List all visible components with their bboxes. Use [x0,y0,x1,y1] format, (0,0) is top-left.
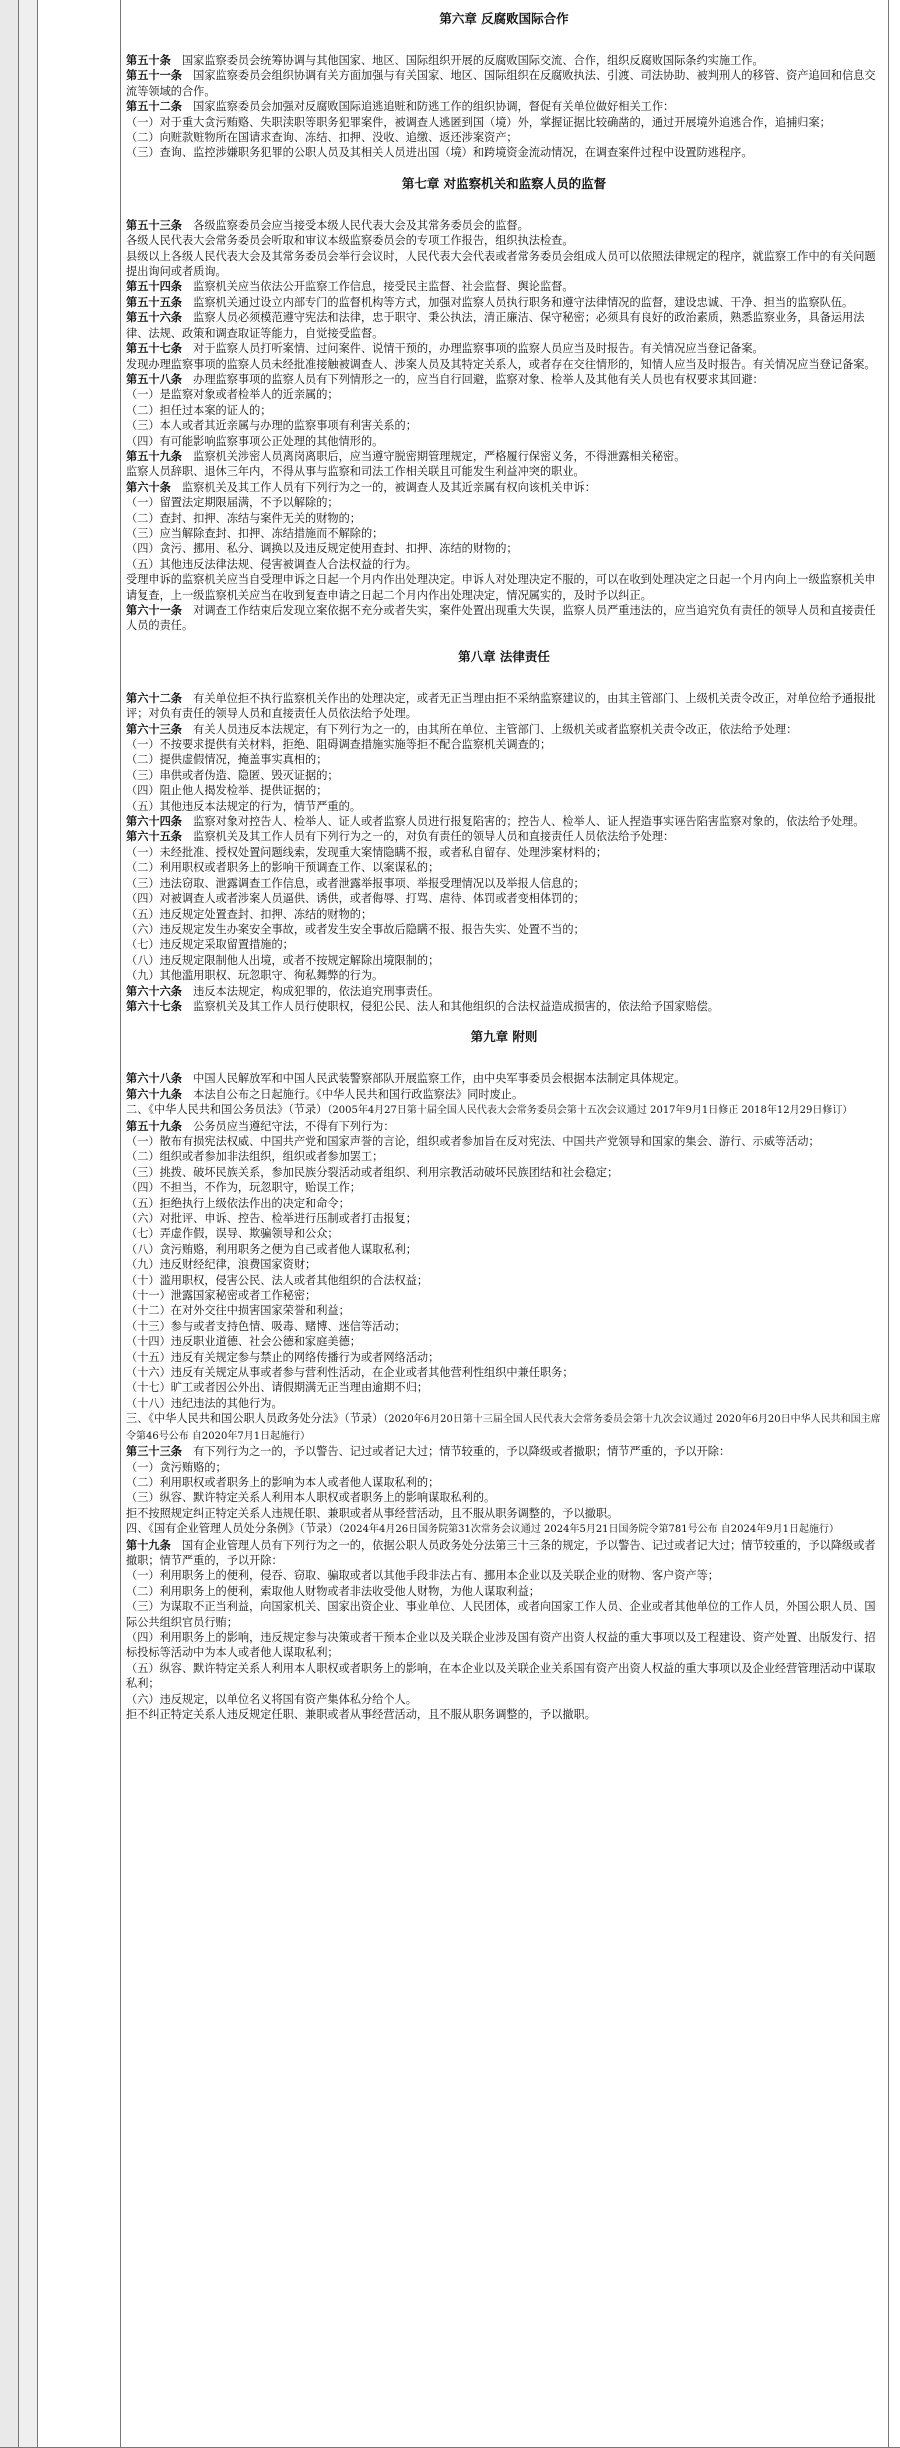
article-number: 第六十六条 [126,984,182,998]
article-number: 第六十三条 [126,722,182,736]
chapter-title: 第六章 反腐败国际合作 [439,11,569,26]
article-text: 有下列行为之一的，予以警告、记过或者记大过；情节较重的，予以降级或者撤职；情节严重的，予以开除： [181,1445,731,1459]
article-paragraph [126,295,882,310]
article-text: 对于监察人员打听案情、过问案件、说情干预的，办理监察事项的监察人员应当及时报告。有关情况应当登记备案。 [181,342,764,356]
chapter-title: 第九章 附则 [470,1029,538,1045]
article-text: （十五）违反有关规定参与禁止的网络传播行为或者网络活动； [126,1350,440,1364]
article-text: （四）对被调查人或者涉案人员逼供、诱供，或者侮辱、打骂、虐待、体罚或者变相体罚的； [126,892,585,906]
article-text: （十三）参与或者支持色情、吸毒、赌博、迷信等活动； [126,1319,406,1333]
article-text: （十）滥用职权，侵害公民、法人或者其他组织的合法权益； [126,1273,429,1287]
article-text: （四）利用职务上的影响，违反规定参与决策或者干预本企业以及关联企业涉及国有资产出资人权益的重大事项以及工程建设、资产处置、出版发行、招标投标等活动中为本人或者他人谋取私利； [126,1630,876,1660]
clause-paragraph [126,1288,882,1303]
article-text: （十二）在对外交往中损害国家荣誉和利益； [126,1304,350,1318]
clause-paragraph [126,1319,882,1334]
article-text: （六）对批评、申诉、控告、检举进行压制或者打击报复； [126,1212,417,1225]
article-paragraph [126,341,882,356]
chapter-9-body [126,1071,882,1102]
sanctions-law-body [126,1444,882,1521]
clause-paragraph [126,1599,882,1630]
article-paragraph [126,1087,882,1102]
clause-paragraph [126,1490,882,1505]
article-text: 县级以上各级人民代表大会及其常务委员会举行会议时，人民代表大会代表或者常务委员会组成人员可以依照法律规定的程序，就监察工作中的有关问题提出询问或者质询。 [126,249,876,279]
article-text: 拒不按照规定纠正特定关系人违规任职、兼职或者从事经营活动，且不服从职务调整的，予以撤职。 [126,1506,619,1520]
clause-paragraph [126,1165,882,1180]
article-text: 监察机关通过设立内部专门的监督机构等方式，加强对监察人员执行职务和遵守法律情况的监督，建设忠诚、干净、担当的监察队伍。 [181,295,854,309]
article-number: 第五十条 [126,54,171,67]
article-text: 违反本法规定，构成犯罪的，依法追究刑事责任。 [181,984,440,998]
article-number: 第十九条 [126,1538,171,1552]
clause-paragraph [126,1460,882,1475]
table-column-1 [0,0,19,2448]
article-text: 各级监察委员会应当接受本级人民代表大会及其常务委员会的监督。 [181,218,529,232]
article-text: 本法自公布之日起施行。《中华人民共和国行政监察法》同时废止。 [181,1087,524,1101]
article-paragraph [126,68,882,99]
clause-paragraph [126,1303,882,1318]
clause-paragraph [126,1630,882,1661]
article-text: （九）违反财经纪律，浪费国家资财； [126,1258,317,1272]
article-text: （五）违反规定处置查封、扣押、冻结的财物的； [126,907,373,921]
article-text: （十七）旷工或者因公外出、请假期满无正当理由逾期不归； [126,1381,429,1395]
article-paragraph [126,53,882,68]
clause-paragraph [126,1134,882,1149]
chapter-7-body [126,218,882,634]
article-number: 第六十七条 [126,999,182,1013]
clause-paragraph [126,403,882,418]
article-number: 第六十四条 [126,815,182,829]
chapter-6-body [126,53,882,161]
article-text: （一）未经批准、授权处置问题线索，发现重大案情隐瞒不报，或者私自留存、处理涉案材料的； [126,845,608,859]
article-text: 有关人员违反本法规定，有下列行为之一的，由其所在单位、主管部门、上级机关或者监察机关责令改正，依法给予处理： [181,722,798,736]
article-paragraph [126,1538,882,1569]
clause-paragraph [126,1568,882,1583]
article-number: 第五十九条 [126,449,182,463]
article-text: （二）担任过本案的证人的； [126,403,272,417]
article-paragraph [126,722,882,737]
article-text: 国家监察委员会统筹协调与其他国家、地区、国际组织开展的反腐败国际交流、合作，组织反腐败国际条约实施工作。 [170,54,764,67]
clause-paragraph [126,783,882,798]
article-text: 监察人员必须模范遵守宪法和法律，忠于职守、秉公执法，清正廉洁、保守秘密；必须具有良好的政治素质，熟悉监察业务，具备运用法律、法规、政策和调查取证等能力，自觉接受监督。 [126,311,865,340]
clause-paragraph [126,752,882,767]
article-text: （六）违反规定发生办案安全事故，或者发生安全事故后隐瞒不报、报告失实、处置不当的； [126,922,585,936]
law-heading: 二、《中华人民共和国公务员法》（节录）（2005年4月27日第十届全国人民代表大会常务委员会第十五次会议通过 2017年9月1日修正 2018年12月29日修订） [126,1103,853,1117]
article-text: （四）有可能影响监察事项公正处理的其他情形的。 [126,434,384,448]
clause-paragraph [126,1257,882,1272]
article-text: 监察机关及其工作人员有下列行为之一的，被调查人及其近亲属有权向该机关申诉： [170,480,596,494]
article-text: （八）违反规定限制他人出境，或者不按规定解除出境限制的； [126,953,440,967]
article-paragraph [126,310,882,341]
table-column-2 [19,0,38,2448]
article-text: （五）其他违反法律法规、侵害被调查人合法权益的行为。 [126,557,417,571]
clause-paragraph [126,1242,882,1257]
article-number: 第五十五条 [126,295,182,309]
clause-paragraph [126,922,882,937]
article-text: （五）纵容、默许特定关系人利用本人职权或者职务上的影响，在本企业以及关联企业关系国有资产出资人权益的重大事项以及企业经营管理活动中谋取私利； [126,1661,876,1691]
article-text: 监察对象对控告人、检举人、证人或者监察人员进行报复陷害的；控告人、检举人、证人捏造事实诬告陷害监察对象的，依法给予处理。 [181,815,865,829]
clause-paragraph [126,1475,882,1490]
article-text: （二）利用职权或者职务上的影响为本人或者他人谋取私利的； [126,1475,440,1489]
table-column-3 [38,0,121,2448]
clause-paragraph [126,1692,882,1707]
article-text: （七）弄虚作假，误导、欺骗领导和公众； [126,1227,339,1241]
clause-paragraph [126,907,882,922]
article-number: 第六十九条 [126,1087,182,1101]
table-column-right [888,0,900,2448]
clause-paragraph [126,233,882,248]
article-text: （九）其他滥用职权、玩忽职守、徇私舞弊的行为。 [126,969,384,983]
article-text: （二）利用职权或者职务上的影响干预调查工作、以案谋私的； [126,861,440,875]
article-text: 发现办理监察事项的监察人员未经批准接触被调查人、涉案人员及其特定关系人，或者存在交往情形的，知情人应当及时报告。有关情况应当登记备案。 [126,357,876,371]
clause-paragraph [126,1365,882,1380]
clause-paragraph [126,557,882,572]
article-number: 第三十三条 [126,1445,182,1459]
article-number: 第六十五条 [126,830,182,844]
article-paragraph [126,480,882,495]
clause-paragraph [126,968,882,983]
article-text: （二）提供虚假情况，掩盖事实真相的； [126,753,328,767]
clause-paragraph [126,572,882,603]
clause-paragraph [126,1506,882,1521]
clause-paragraph [126,526,882,541]
clause-paragraph [126,495,882,510]
article-text: （三）本人或者其近亲属与办理的监察事项有利害关系的； [126,419,417,433]
article-text: 国家监察委员会组织协调有关方面加强与有关国家、地区、国际组织在反腐败执法、引渡、司法协助、被判刑人的移管、资产追回和信息交流等领域的合作。 [126,69,876,98]
article-text: （二）向赃款赃物所在国请求查询、冻结、扣押、没收、追缴、返还涉案资产； [126,131,518,145]
clause-paragraph [126,937,882,952]
clause-paragraph [126,737,882,752]
article-number: 第六十一条 [126,604,182,617]
article-paragraph [126,99,882,114]
clause-paragraph [126,1334,882,1349]
article-text: （三）应当解除查封、扣押、冻结措施而不解除的； [126,526,384,540]
clause-paragraph [126,541,882,556]
article-paragraph [126,372,882,387]
article-text: 各级人民代表大会常务委员会听取和审议本级监察委员会的专项工作报告，组织执法检查。 [126,234,574,248]
article-paragraph [126,449,882,464]
article-text: （六）违反规定，以单位名义将国有资产集体私分给个人。 [126,1692,417,1706]
article-paragraph [126,218,882,233]
article-paragraph [126,1444,882,1459]
article-text: 受理申诉的监察机关应当自受理申诉之日起一个月内作出处理决定。申诉人对处理决定不服的，可以在收到处理决定之日起一个月内向上一级监察机关申请复查，上一级监察机关应当在收到复查申请之日起二个月内作出处理决定，情况属实的，及时予以纠正。 [126,573,876,602]
article-text: 国有企业管理人员有下列行为之一的，依据公职人员政务处分法第三十三条的规定，予以警告、记过或者记大过；情节较重的，予以降级或者撤职；情节严重的，予以开除： [126,1538,876,1567]
clause-paragraph [126,953,882,968]
clause-paragraph [126,768,882,783]
clause-paragraph [126,249,882,280]
article-text: （一）对于重大贪污贿赂、失职渎职等职务犯罪案件，被调查人逃匿到国（境）外，掌握证据比较确凿的，通过开展境外追逃合作，追捕归案； [126,115,831,129]
article-text: （四）贪污、挪用、私分、调换以及违反规定使用查封、扣押、冻结的财物的； [126,542,518,556]
article-text: （五）其他违反本法规定的行为，情节严重的。 [126,799,361,813]
article-text: （四）阻止他人揭发检举、提供证据的； [126,784,328,798]
article-paragraph [126,603,882,634]
article-text: （二）查封、扣押、冻结与案件无关的财物的； [126,511,361,525]
article-number: 第五十二条 [126,100,182,114]
article-number: 第六十条 [126,480,171,494]
article-paragraph [126,814,882,829]
chapter-8-body [126,691,882,1015]
clause-paragraph [126,891,882,906]
article-text: （三）挑拨、破坏民族关系，参加民族分裂活动或者组织、利用宗教活动破坏民族团结和社会稳定； [126,1165,619,1179]
document-content [126,6,882,2442]
article-text: （三）违法窃取、泄露调查工作信息，或者泄露举报事项、举报受理情况以及举报人信息的； [126,876,585,890]
law-heading: 三、《中华人民共和国公职人员政务处分法》（节录）（2020年6月20日第十三届全国人民代表大会常务委员会第十九次会议通过 2020年6月20日中华人民共和国主席令第46号公布 自2020年7月1日起施行） [126,1412,881,1442]
clause-paragraph [126,1273,882,1288]
article-number: 第五十八条 [126,372,182,386]
article-number: 第六十八条 [126,1072,182,1086]
article-paragraph [126,984,882,999]
clause-paragraph [126,434,882,449]
clause-paragraph [126,464,882,479]
clause-paragraph [126,115,882,130]
article-text: （七）违反规定采取留置措施的； [126,938,294,952]
clause-paragraph [126,1707,882,1722]
clause-paragraph [126,418,882,433]
article-paragraph [126,691,882,722]
article-text: （三）纵容、默许特定关系人利用本人职权或者职务上的影响谋取私利的。 [126,1491,496,1505]
article-number: 第五十七条 [126,342,182,356]
clause-paragraph [126,1180,882,1195]
article-text: （十六）违反有关规定从事或者参与营利性活动，在企业或者其他营利性组织中兼任职务； [126,1366,574,1380]
article-paragraph [126,1119,882,1134]
article-paragraph [126,279,882,294]
clause-paragraph [126,357,882,372]
article-text: 拒不纠正特定关系人违反规定任职、兼职或者从事经营活动，且不服从职务调整的，予以撤职。 [126,1708,596,1721]
article-text: （一）是监察对象或者检举人的近亲属的； [126,388,339,402]
article-text: （一）利用职务上的便利，侵吞、窃取、骗取或者以其他手段非法占有、挪用本企业以及关联企业的财物、客户资产等； [126,1569,719,1583]
article-text: 办理监察事项的监察人员有下列情形之一的，应当自行回避，监察对象、检举人及其他有关人员也有权要求其回避： [181,372,764,386]
article-text: 监察人员辞职、退休三年内，不得从事与监察和司法工作相关联且可能发生利益冲突的职业。 [126,465,585,479]
clause-paragraph [126,145,882,160]
clause-paragraph [126,511,882,526]
clause-paragraph [126,1584,882,1599]
article-text: 国家监察委员会加强对反腐败国际追逃追赃和防逃工作的组织协调，督促有关单位做好相关工作： [181,100,675,114]
civil-servant-law-body [126,1119,882,1412]
article-text: （八）贪污贿赂，利用职务之便为自己或者他人谋取私利； [126,1242,417,1256]
article-text: （十一）泄露国家秘密或者工作秘密； [126,1289,317,1303]
article-text: （一）留置法定期限届满，不予以解除的； [126,496,339,510]
article-number: 第五十九条 [126,1119,182,1133]
clause-paragraph [126,860,882,875]
clause-paragraph [126,1226,882,1241]
soe-regulation-body [126,1538,882,1723]
article-text: （一）散布有损宪法权威、中国共产党和国家声誉的言论，组织或者参加旨在反对宪法、中国共产党领导和国家的集会、游行、示威等活动； [126,1134,820,1148]
clause-paragraph [126,1149,882,1164]
article-number: 第五十四条 [126,280,182,294]
article-text: 监察机关应当依法公开监察工作信息，接受民主监督、社会监督、舆论监督。 [181,280,574,294]
article-paragraph [126,1071,882,1086]
article-text: （二）利用职务上的便利，索取他人财物或者非法收受他人财物，为他人谋取利益； [126,1584,540,1598]
clause-paragraph [126,1211,882,1226]
clause-paragraph [126,1380,882,1395]
article-paragraph [126,999,882,1014]
article-text: （三）查询、监控涉嫌职务犯罪的公职人员及其相关人员进出国（境）和跨境资金流动情况，在调查案件过程中设置防逃程序。 [126,146,753,160]
article-text: 有关单位拒不执行监察机关作出的处理决定，或者无正当理由拒不采纳监察建议的，由其主管部门、上级机关责令改正，对单位给予通报批评；对负有责任的领导人员和直接责任人员依法给予处理。 [126,691,876,721]
article-text: 监察机关及其工作人员有下列行为之一的，对负有责任的领导人员和直接责任人员依法给予处理： [181,830,675,844]
article-paragraph [126,829,882,844]
article-text: 监察机关涉密人员离岗离职后，应当遵守脱密期管理规定，严格履行保密义务，不得泄露相关秘密。 [181,449,686,463]
article-text: 公务员应当遵纪守法，不得有下列行为： [181,1119,395,1133]
article-text: 监察机关及其工作人员行使职权，侵犯公民、法人和其他组织的合法权益造成损害的，依法给予国家赔偿。 [181,999,719,1013]
article-text: （五）拒绝执行上级依法作出的决定和命令； [126,1196,350,1210]
clause-paragraph [126,1661,882,1692]
article-text: 中国人民解放军和中国人民武装警察部队开展监察工作，由中央军事委员会根据本法制定具体规定。 [181,1072,686,1086]
clause-paragraph [126,130,882,145]
article-text: （一）不按要求提供有关材料，拒绝、阻碍调查措施实施等拒不配合监察机关调查的； [126,738,552,752]
clause-paragraph [126,1396,882,1411]
article-text: （二）组织或者参加非法组织，组织或者参加罢工； [126,1150,384,1164]
article-text: （四）不担当，不作为，玩忽职守，贻误工作； [126,1181,361,1195]
clause-paragraph [126,1350,882,1365]
article-number: 第五十六条 [126,311,182,325]
article-number: 第五十三条 [126,218,182,232]
article-number: 第五十一条 [126,69,182,83]
article-text: （十八）违纪违法的其他行为。 [126,1396,283,1410]
clause-paragraph [126,387,882,402]
article-number: 第六十二条 [126,691,182,705]
article-text: 对调查工作结束后发现立案依据不充分或者失实，案件处置出现重大失误，监察人员严重违法的，应当追究负有责任的领导人员和直接责任人员的责任。 [126,604,876,633]
article-text: （一）贪污贿赂的； [126,1460,227,1474]
chapter-title: 第八章 法律责任 [458,648,550,664]
chapter-title: 第七章 对监察机关和监察人员的监督 [401,175,607,191]
article-text: （三）串供或者伪造、隐匿、毁灭证据的； [126,768,339,782]
article-text: （十四）违反职业道德、社会公德和家庭美德； [126,1335,361,1349]
article-text: （三）为谋取不正当利益，向国家机关、国家出资企业、事业单位、人民团体，或者向国家工作人员、企业或者其他单位的工作人员，外国公职人员、国际公共组织官员行贿； [126,1600,876,1629]
clause-paragraph [126,876,882,891]
law-heading: 四、《国有企业管理人员处分条例》（节录）（2024年4月26日国务院第31次常务会议通过 2024年5月21日国务院令第781号公布 自2024年9月1日起施行） [126,1522,839,1536]
clause-paragraph [126,1196,882,1211]
clause-paragraph [126,799,882,814]
clause-paragraph [126,845,882,860]
